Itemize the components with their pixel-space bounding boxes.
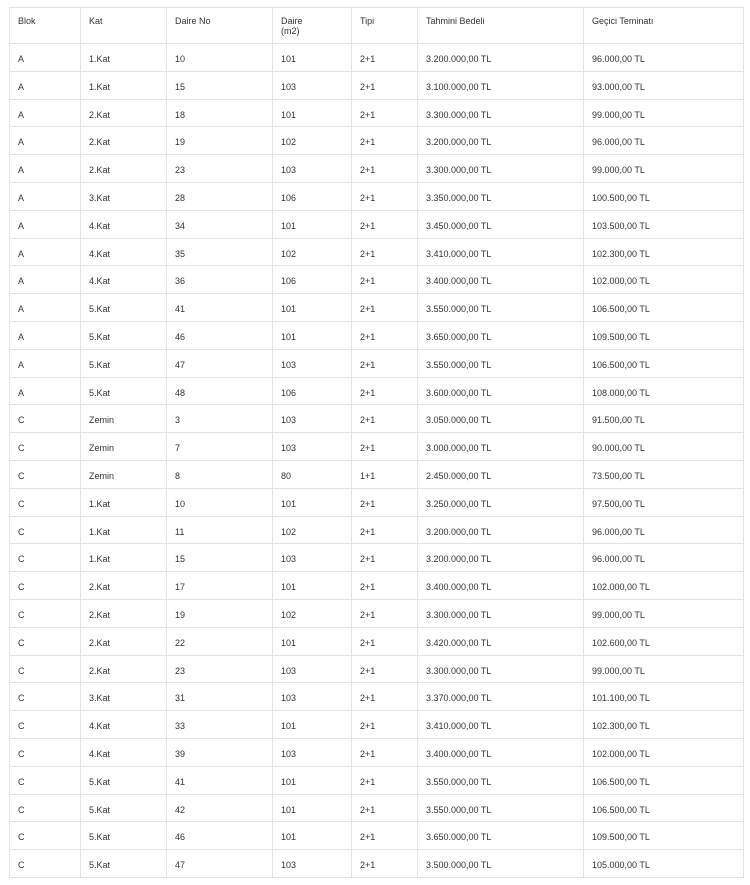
cell-tahmini-bedeli: 3.550.000,00 TL — [418, 294, 584, 322]
table-row — [10, 155, 744, 183]
cell-blok: A — [10, 266, 81, 294]
cell-daire-no: 11 — [167, 516, 273, 544]
cell-daire-no: 41 — [167, 766, 273, 794]
cell-daire-m2: 102 — [273, 599, 352, 627]
cell-tahmini-bedeli: 3.420.000,00 TL — [418, 627, 584, 655]
table-row — [10, 794, 744, 822]
cell-kat: 5.Kat — [81, 321, 167, 349]
cell-tahmini-bedeli: 3.000.000,00 TL — [418, 433, 584, 461]
cell-kat: 1.Kat — [81, 488, 167, 516]
cell-kat: 5.Kat — [81, 377, 167, 405]
cell-gecici-teminati: 108.000,00 TL — [584, 377, 744, 405]
cell-daire-no: 48 — [167, 377, 273, 405]
cell-kat: 2.Kat — [81, 599, 167, 627]
cell-tahmini-bedeli: 3.500.000,00 TL — [418, 850, 584, 878]
cell-blok: C — [10, 822, 81, 850]
cell-tipi: 2+1 — [352, 294, 418, 322]
cell-daire-m2: 101 — [273, 321, 352, 349]
cell-tipi: 2+1 — [352, 599, 418, 627]
cell-blok: C — [10, 433, 81, 461]
table-row — [10, 655, 744, 683]
cell-blok: A — [10, 377, 81, 405]
cell-blok: C — [10, 599, 81, 627]
table-row — [10, 766, 744, 794]
cell-blok: A — [10, 294, 81, 322]
cell-tipi: 2+1 — [352, 488, 418, 516]
cell-kat: 3.Kat — [81, 182, 167, 210]
cell-daire-no: 34 — [167, 210, 273, 238]
cell-kat: Zemin — [81, 405, 167, 433]
cell-tipi: 2+1 — [352, 99, 418, 127]
cell-daire-no: 46 — [167, 822, 273, 850]
cell-gecici-teminati: 102.000,00 TL — [584, 738, 744, 766]
cell-tipi: 2+1 — [352, 766, 418, 794]
cell-gecici-teminati: 106.500,00 TL — [584, 794, 744, 822]
cell-tipi: 2+1 — [352, 127, 418, 155]
cell-tipi: 2+1 — [352, 44, 418, 72]
cell-daire-no: 41 — [167, 294, 273, 322]
cell-gecici-teminati: 109.500,00 TL — [584, 822, 744, 850]
header-gecici-teminati: Geçici Teminatı — [584, 8, 744, 44]
cell-daire-no: 33 — [167, 711, 273, 739]
table-row — [10, 127, 744, 155]
cell-daire-m2: 103 — [273, 544, 352, 572]
cell-blok: A — [10, 238, 81, 266]
cell-gecici-teminati: 97.500,00 TL — [584, 488, 744, 516]
cell-daire-no: 42 — [167, 794, 273, 822]
cell-blok: A — [10, 349, 81, 377]
table-header — [10, 8, 744, 44]
cell-kat: 1.Kat — [81, 44, 167, 72]
table-row — [10, 433, 744, 461]
header-blok: Blok — [10, 8, 81, 44]
cell-daire-no: 47 — [167, 349, 273, 377]
cell-daire-m2: 80 — [273, 460, 352, 488]
cell-blok: A — [10, 182, 81, 210]
cell-tahmini-bedeli: 3.300.000,00 TL — [418, 655, 584, 683]
table-row — [10, 822, 744, 850]
cell-tahmini-bedeli: 3.250.000,00 TL — [418, 488, 584, 516]
cell-tipi: 2+1 — [352, 238, 418, 266]
header-row — [10, 8, 744, 44]
table-container — [9, 7, 744, 878]
cell-tipi: 2+1 — [352, 182, 418, 210]
cell-tahmini-bedeli: 3.550.000,00 TL — [418, 794, 584, 822]
cell-gecici-teminati: 100.500,00 TL — [584, 182, 744, 210]
cell-gecici-teminati: 73.500,00 TL — [584, 460, 744, 488]
cell-daire-no: 3 — [167, 405, 273, 433]
cell-blok: A — [10, 155, 81, 183]
table-row — [10, 349, 744, 377]
header-kat: Kat — [81, 8, 167, 44]
cell-daire-m2: 101 — [273, 294, 352, 322]
cell-kat: 2.Kat — [81, 627, 167, 655]
header-tipi: Tipi — [352, 8, 418, 44]
cell-gecici-teminati: 109.500,00 TL — [584, 321, 744, 349]
cell-daire-no: 18 — [167, 99, 273, 127]
cell-tipi: 2+1 — [352, 711, 418, 739]
cell-daire-m2: 106 — [273, 266, 352, 294]
cell-tipi: 2+1 — [352, 71, 418, 99]
cell-kat: 2.Kat — [81, 99, 167, 127]
cell-blok: C — [10, 627, 81, 655]
cell-blok: C — [10, 544, 81, 572]
cell-gecici-teminati: 99.000,00 TL — [584, 599, 744, 627]
cell-daire-no: 7 — [167, 433, 273, 461]
cell-daire-m2: 103 — [273, 655, 352, 683]
cell-blok: A — [10, 71, 81, 99]
cell-tipi: 2+1 — [352, 627, 418, 655]
cell-tipi: 2+1 — [352, 433, 418, 461]
table-row — [10, 99, 744, 127]
cell-tahmini-bedeli: 3.410.000,00 TL — [418, 238, 584, 266]
cell-blok: C — [10, 711, 81, 739]
cell-gecici-teminati: 102.600,00 TL — [584, 627, 744, 655]
cell-kat: 2.Kat — [81, 655, 167, 683]
cell-kat: 5.Kat — [81, 822, 167, 850]
cell-daire-m2: 101 — [273, 488, 352, 516]
table-row — [10, 544, 744, 572]
cell-tahmini-bedeli: 3.450.000,00 TL — [418, 210, 584, 238]
cell-tahmini-bedeli: 3.370.000,00 TL — [418, 683, 584, 711]
cell-tahmini-bedeli: 3.200.000,00 TL — [418, 127, 584, 155]
cell-daire-m2: 106 — [273, 377, 352, 405]
cell-tahmini-bedeli: 3.400.000,00 TL — [418, 266, 584, 294]
cell-tahmini-bedeli: 3.200.000,00 TL — [418, 516, 584, 544]
cell-daire-m2: 101 — [273, 822, 352, 850]
cell-blok: C — [10, 766, 81, 794]
cell-daire-no: 17 — [167, 572, 273, 600]
cell-kat: 5.Kat — [81, 850, 167, 878]
cell-daire-no: 47 — [167, 850, 273, 878]
cell-daire-no: 23 — [167, 655, 273, 683]
cell-tahmini-bedeli: 3.300.000,00 TL — [418, 99, 584, 127]
table-row — [10, 266, 744, 294]
cell-daire-m2: 103 — [273, 433, 352, 461]
cell-tipi: 2+1 — [352, 822, 418, 850]
cell-daire-no: 10 — [167, 488, 273, 516]
cell-gecici-teminati: 96.000,00 TL — [584, 544, 744, 572]
table-row — [10, 711, 744, 739]
cell-tahmini-bedeli: 3.200.000,00 TL — [418, 544, 584, 572]
table-row — [10, 599, 744, 627]
cell-daire-no: 35 — [167, 238, 273, 266]
cell-kat: 4.Kat — [81, 711, 167, 739]
cell-daire-m2: 101 — [273, 210, 352, 238]
cell-kat: 2.Kat — [81, 155, 167, 183]
header-tahmini-bedeli: Tahmini Bedeli — [418, 8, 584, 44]
cell-gecici-teminati: 102.000,00 TL — [584, 266, 744, 294]
cell-blok: A — [10, 44, 81, 72]
cell-tipi: 2+1 — [352, 738, 418, 766]
cell-blok: C — [10, 683, 81, 711]
table-row — [10, 683, 744, 711]
cell-tahmini-bedeli: 3.350.000,00 TL — [418, 182, 584, 210]
cell-gecici-teminati: 90.000,00 TL — [584, 433, 744, 461]
cell-daire-m2: 103 — [273, 71, 352, 99]
cell-gecici-teminati: 102.000,00 TL — [584, 572, 744, 600]
cell-kat: 2.Kat — [81, 572, 167, 600]
cell-daire-no: 23 — [167, 155, 273, 183]
table-row — [10, 182, 744, 210]
cell-daire-no: 28 — [167, 182, 273, 210]
cell-kat: 1.Kat — [81, 516, 167, 544]
cell-blok: A — [10, 99, 81, 127]
cell-daire-m2: 102 — [273, 238, 352, 266]
cell-tipi: 2+1 — [352, 516, 418, 544]
cell-tahmini-bedeli: 3.100.000,00 TL — [418, 71, 584, 99]
apartment-table — [9, 7, 744, 878]
cell-daire-no: 8 — [167, 460, 273, 488]
cell-tipi: 2+1 — [352, 210, 418, 238]
cell-kat: 5.Kat — [81, 294, 167, 322]
cell-gecici-teminati: 106.500,00 TL — [584, 349, 744, 377]
cell-gecici-teminati: 106.500,00 TL — [584, 294, 744, 322]
cell-tahmini-bedeli: 3.300.000,00 TL — [418, 155, 584, 183]
table-row — [10, 738, 744, 766]
table-row — [10, 238, 744, 266]
cell-gecici-teminati: 99.000,00 TL — [584, 655, 744, 683]
cell-kat: 5.Kat — [81, 766, 167, 794]
table-row — [10, 44, 744, 72]
table-row — [10, 460, 744, 488]
cell-kat: 1.Kat — [81, 544, 167, 572]
cell-kat: 4.Kat — [81, 238, 167, 266]
cell-daire-m2: 103 — [273, 155, 352, 183]
cell-kat: Zemin — [81, 460, 167, 488]
header-daire-m2: Daire (m2) — [273, 8, 352, 44]
cell-daire-m2: 103 — [273, 405, 352, 433]
cell-daire-m2: 101 — [273, 627, 352, 655]
cell-kat: 4.Kat — [81, 738, 167, 766]
cell-gecici-teminati: 99.000,00 TL — [584, 99, 744, 127]
cell-tipi: 2+1 — [352, 544, 418, 572]
cell-kat: 2.Kat — [81, 127, 167, 155]
cell-tipi: 2+1 — [352, 572, 418, 600]
cell-tipi: 2+1 — [352, 683, 418, 711]
cell-daire-no: 36 — [167, 266, 273, 294]
cell-gecici-teminati: 101.100,00 TL — [584, 683, 744, 711]
cell-gecici-teminati: 102.300,00 TL — [584, 238, 744, 266]
cell-daire-m2: 103 — [273, 683, 352, 711]
cell-gecici-teminati: 99.000,00 TL — [584, 155, 744, 183]
cell-tahmini-bedeli: 3.410.000,00 TL — [418, 711, 584, 739]
cell-kat: 1.Kat — [81, 71, 167, 99]
cell-gecici-teminati: 106.500,00 TL — [584, 766, 744, 794]
cell-tipi: 2+1 — [352, 155, 418, 183]
cell-daire-m2: 103 — [273, 738, 352, 766]
cell-blok: C — [10, 488, 81, 516]
cell-blok: C — [10, 516, 81, 544]
cell-gecici-teminati: 103.500,00 TL — [584, 210, 744, 238]
table-row — [10, 210, 744, 238]
cell-tahmini-bedeli: 3.300.000,00 TL — [418, 599, 584, 627]
cell-tipi: 2+1 — [352, 850, 418, 878]
cell-kat: 5.Kat — [81, 349, 167, 377]
cell-daire-m2: 101 — [273, 572, 352, 600]
cell-gecici-teminati: 91.500,00 TL — [584, 405, 744, 433]
cell-blok: C — [10, 572, 81, 600]
cell-gecici-teminati: 102.300,00 TL — [584, 711, 744, 739]
cell-tipi: 2+1 — [352, 266, 418, 294]
cell-tahmini-bedeli: 3.650.000,00 TL — [418, 321, 584, 349]
cell-tipi: 2+1 — [352, 655, 418, 683]
cell-daire-m2: 102 — [273, 516, 352, 544]
cell-tahmini-bedeli: 3.550.000,00 TL — [418, 349, 584, 377]
cell-tipi: 2+1 — [352, 377, 418, 405]
cell-tipi: 2+1 — [352, 349, 418, 377]
cell-daire-no: 22 — [167, 627, 273, 655]
cell-daire-no: 19 — [167, 599, 273, 627]
cell-daire-m2: 103 — [273, 850, 352, 878]
cell-gecici-teminati: 105.000,00 TL — [584, 850, 744, 878]
cell-daire-no: 10 — [167, 44, 273, 72]
cell-kat: 5.Kat — [81, 794, 167, 822]
cell-gecici-teminati: 93.000,00 TL — [584, 71, 744, 99]
cell-daire-m2: 102 — [273, 127, 352, 155]
cell-daire-no: 46 — [167, 321, 273, 349]
cell-tipi: 2+1 — [352, 405, 418, 433]
cell-blok: A — [10, 210, 81, 238]
cell-daire-m2: 101 — [273, 766, 352, 794]
cell-blok: C — [10, 655, 81, 683]
cell-tahmini-bedeli: 3.200.000,00 TL — [418, 44, 584, 72]
table-row — [10, 627, 744, 655]
cell-daire-m2: 106 — [273, 182, 352, 210]
cell-tahmini-bedeli: 2.450.000,00 TL — [418, 460, 584, 488]
cell-daire-m2: 101 — [273, 99, 352, 127]
cell-tahmini-bedeli: 3.400.000,00 TL — [418, 738, 584, 766]
table-row — [10, 405, 744, 433]
table-row — [10, 516, 744, 544]
cell-blok: A — [10, 321, 81, 349]
cell-kat: 4.Kat — [81, 266, 167, 294]
cell-daire-m2: 101 — [273, 44, 352, 72]
table-row — [10, 321, 744, 349]
cell-blok: C — [10, 850, 81, 878]
cell-blok: C — [10, 738, 81, 766]
cell-tipi: 1+1 — [352, 460, 418, 488]
cell-gecici-teminati: 96.000,00 TL — [584, 516, 744, 544]
cell-daire-no: 15 — [167, 544, 273, 572]
cell-tahmini-bedeli: 3.650.000,00 TL — [418, 822, 584, 850]
cell-daire-m2: 103 — [273, 349, 352, 377]
cell-blok: C — [10, 794, 81, 822]
table-row — [10, 377, 744, 405]
cell-daire-no: 15 — [167, 71, 273, 99]
cell-daire-m2: 101 — [273, 794, 352, 822]
cell-tahmini-bedeli: 3.600.000,00 TL — [418, 377, 584, 405]
cell-tipi: 2+1 — [352, 794, 418, 822]
table-row — [10, 294, 744, 322]
table-row — [10, 850, 744, 878]
cell-gecici-teminati: 96.000,00 TL — [584, 127, 744, 155]
cell-blok: C — [10, 405, 81, 433]
table-row — [10, 71, 744, 99]
cell-daire-no: 19 — [167, 127, 273, 155]
cell-tahmini-bedeli: 3.550.000,00 TL — [418, 766, 584, 794]
cell-tipi: 2+1 — [352, 321, 418, 349]
cell-tahmini-bedeli: 3.050.000,00 TL — [418, 405, 584, 433]
cell-blok: C — [10, 460, 81, 488]
cell-daire-no: 31 — [167, 683, 273, 711]
header-daire-no: Daire No — [167, 8, 273, 44]
cell-kat: Zemin — [81, 433, 167, 461]
table-body — [10, 44, 744, 878]
table-row — [10, 572, 744, 600]
cell-tahmini-bedeli: 3.400.000,00 TL — [418, 572, 584, 600]
cell-kat: 3.Kat — [81, 683, 167, 711]
cell-blok: A — [10, 127, 81, 155]
table-row — [10, 488, 744, 516]
cell-gecici-teminati: 96.000,00 TL — [584, 44, 744, 72]
cell-daire-no: 39 — [167, 738, 273, 766]
cell-daire-m2: 101 — [273, 711, 352, 739]
cell-kat: 4.Kat — [81, 210, 167, 238]
